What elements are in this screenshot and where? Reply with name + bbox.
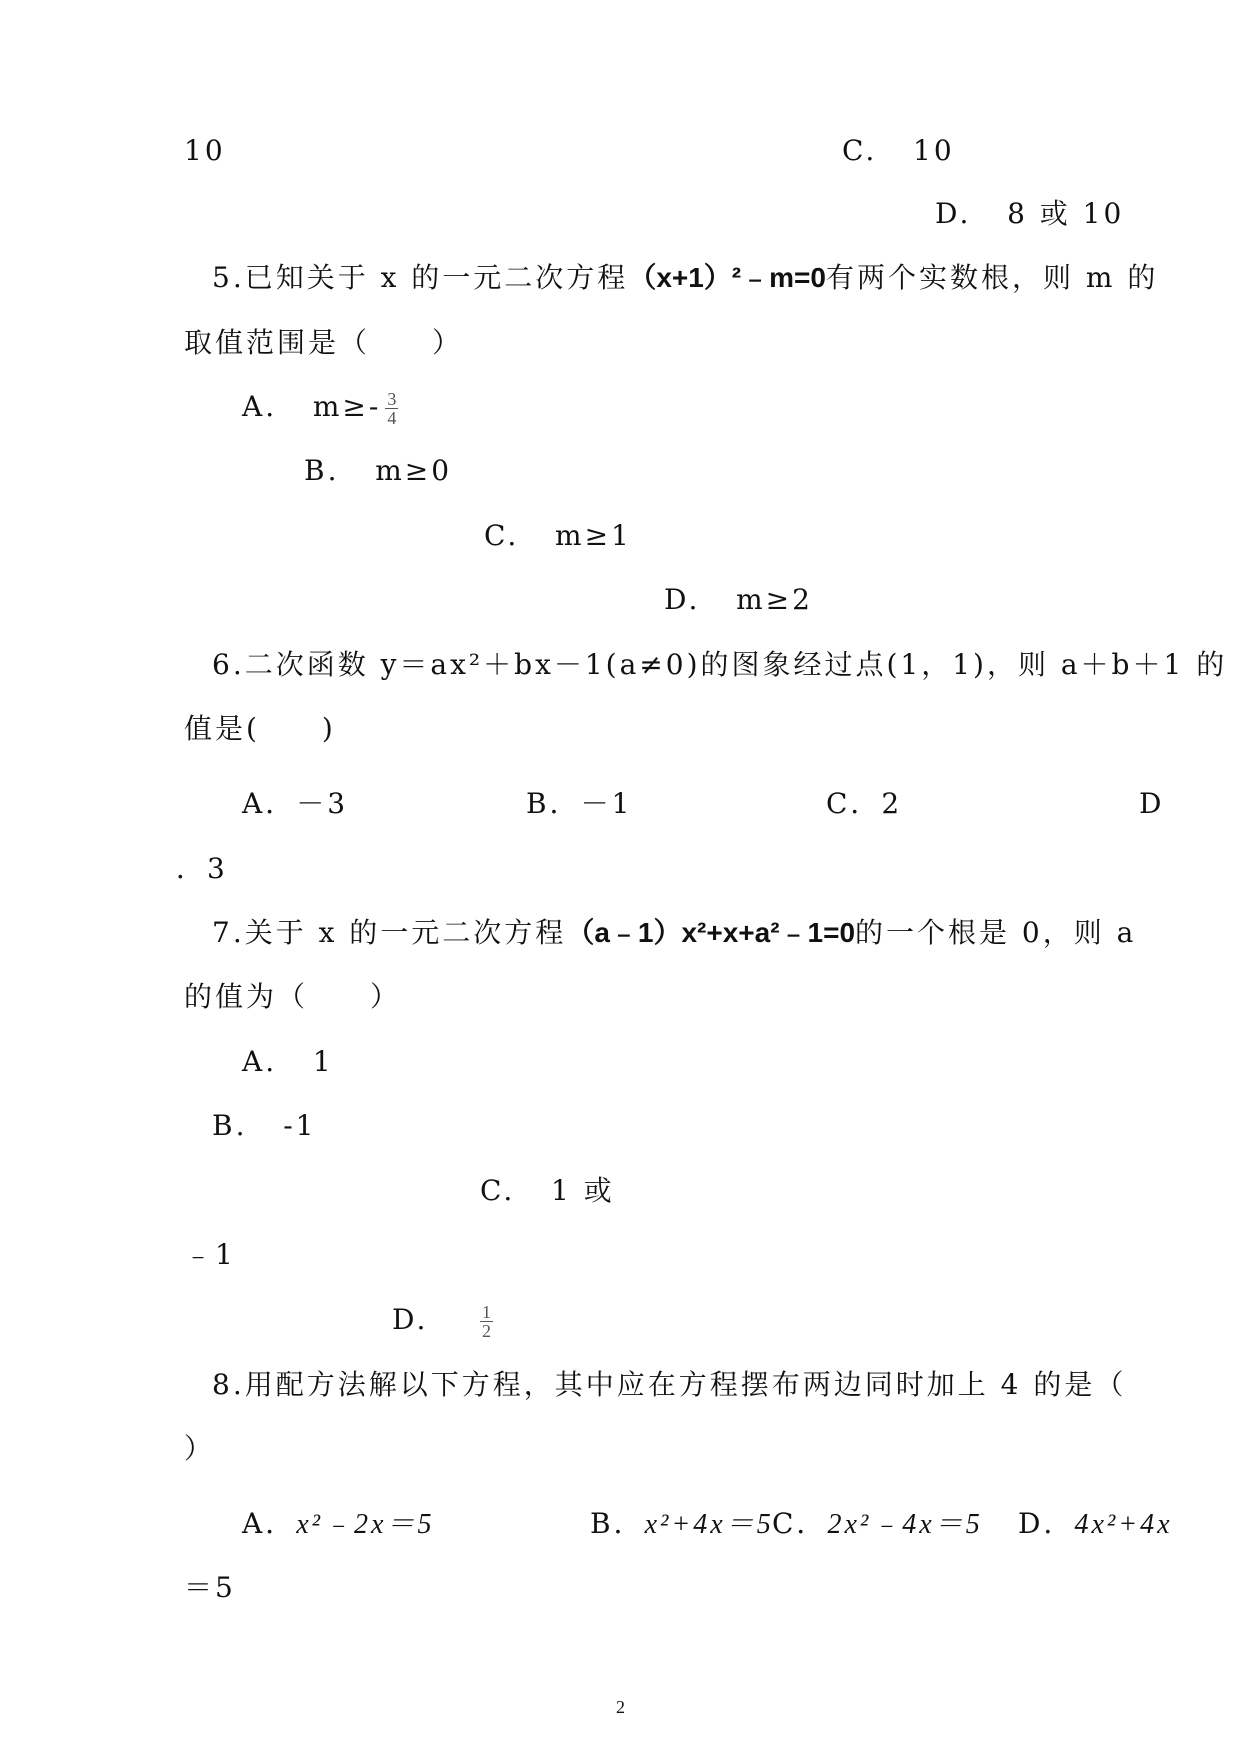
q8-option-a-label: A． bbox=[242, 1507, 297, 1540]
q7-suffix: 的一个根是 0，则 a bbox=[855, 916, 1137, 949]
q5-stem-line1 bbox=[212, 258, 1158, 298]
fraction-numerator: 1 bbox=[481, 1302, 491, 1322]
q5-option-c-value: m≥1 bbox=[555, 519, 632, 552]
q4-option-c-value: 10 bbox=[913, 134, 955, 167]
q8-option-d bbox=[1018, 1504, 1173, 1545]
q8-option-d-value: 4x²+4x bbox=[1074, 1509, 1173, 1540]
q7-stem-line1 bbox=[212, 913, 1136, 953]
q7-option-b-value: -1 bbox=[283, 1109, 317, 1142]
q5-option-a-label: A. bbox=[242, 390, 278, 423]
q4-option-b-value: 10 bbox=[184, 134, 226, 167]
q7-prefix: 关于 x 的一元二次方程 bbox=[244, 916, 567, 949]
q8-option-b-label: B． bbox=[590, 1507, 645, 1540]
q5-option-b bbox=[304, 451, 452, 491]
q5-option-d-label: D. bbox=[664, 583, 701, 616]
q8-option-d-tail: ＝5 bbox=[184, 1571, 236, 1604]
q7-stem-line2: 的值为（ ） bbox=[184, 980, 402, 1013]
q5-option-a-fraction bbox=[385, 390, 398, 427]
q6-option-a: A．－3 bbox=[242, 787, 349, 820]
q6-stem-line1: 6.二次函数 y＝ax²＋bx－1(a≠0)的图象经过点(1，1)，则 a＋b＋1 的 bbox=[212, 648, 1228, 681]
fraction-denominator: 2 bbox=[481, 1321, 491, 1341]
q8-option-b bbox=[590, 1504, 774, 1545]
q5-option-a-value: m≥- bbox=[312, 390, 382, 423]
fraction-numerator: 3 bbox=[387, 389, 397, 409]
q6-stem-line2: 值是( ) bbox=[184, 712, 336, 745]
q6-option-b: B．－1 bbox=[526, 787, 633, 820]
q8-option-b-value: x²+4x＝5 bbox=[644, 1509, 774, 1540]
q8-option-c bbox=[772, 1504, 983, 1545]
q5-option-b-value: m≥0 bbox=[375, 454, 453, 487]
q5-option-c-label: C. bbox=[484, 519, 520, 552]
q7-option-c-tail: ﹣1 bbox=[184, 1238, 236, 1271]
q7-equation: （a﹣1）x²+x+a²﹣1=0 bbox=[566, 917, 856, 948]
q4-option-d bbox=[935, 194, 1124, 234]
q5-suffix: 有两个实数根，则 m 的 bbox=[825, 261, 1159, 294]
q4-option-d-label: D. bbox=[935, 197, 972, 230]
q5-prefix: 已知关于 x 的一元二次方程 bbox=[244, 261, 629, 294]
q5-option-c bbox=[484, 516, 632, 556]
q8-option-d-label: D． bbox=[1018, 1507, 1075, 1540]
q7-option-a bbox=[242, 1042, 334, 1082]
q5-option-b-label: B. bbox=[304, 454, 340, 487]
q6-option-d-tail: ．3 bbox=[176, 852, 228, 885]
q5-stem-line2: 取值范围是（ ） bbox=[184, 326, 464, 359]
q7-option-d-label: D. bbox=[392, 1303, 429, 1336]
q7-option-b-label: B. bbox=[212, 1109, 248, 1142]
q8-option-c-label: C． bbox=[772, 1507, 828, 1540]
q7-option-d-fraction bbox=[480, 1303, 493, 1340]
q8-option-c-value: 2x²﹣4x＝5 bbox=[827, 1509, 983, 1540]
q7-option-c-value: 1 或 bbox=[551, 1174, 615, 1207]
q4-option-d-value: 8 或 10 bbox=[1007, 197, 1125, 230]
q5-option-a bbox=[242, 387, 398, 427]
q7-option-b bbox=[212, 1106, 316, 1146]
q7-number: 7. bbox=[212, 916, 245, 949]
q5-option-d bbox=[664, 580, 813, 620]
q5-option-d-value: m≥2 bbox=[736, 583, 813, 616]
q6-option-d-head: D bbox=[1139, 787, 1165, 820]
q6-option-c: C．2 bbox=[826, 787, 903, 820]
q8-option-a bbox=[242, 1504, 435, 1545]
q4-option-c bbox=[842, 131, 955, 171]
q8-stem-line1: 8.用配方法解以下方程，其中应在方程摆布两边同时加上 4 的是（ bbox=[212, 1368, 1127, 1401]
q7-option-d bbox=[392, 1300, 493, 1340]
q7-option-c-label: C. bbox=[480, 1174, 516, 1207]
q8-option-a-value: x²﹣2x＝5 bbox=[296, 1509, 435, 1540]
q5-equation: （x+1）²﹣m=0 bbox=[628, 262, 826, 293]
q7-option-c bbox=[480, 1171, 615, 1211]
page-number: 2 bbox=[616, 1697, 625, 1717]
q7-option-a-label: A. bbox=[242, 1045, 278, 1078]
fraction-denominator: 4 bbox=[387, 408, 397, 428]
q4-option-c-label: C. bbox=[842, 134, 878, 167]
q5-number: 5. bbox=[212, 261, 245, 294]
q7-option-a-value: 1 bbox=[312, 1045, 334, 1078]
q8-stem-line2: ） bbox=[184, 1432, 216, 1465]
